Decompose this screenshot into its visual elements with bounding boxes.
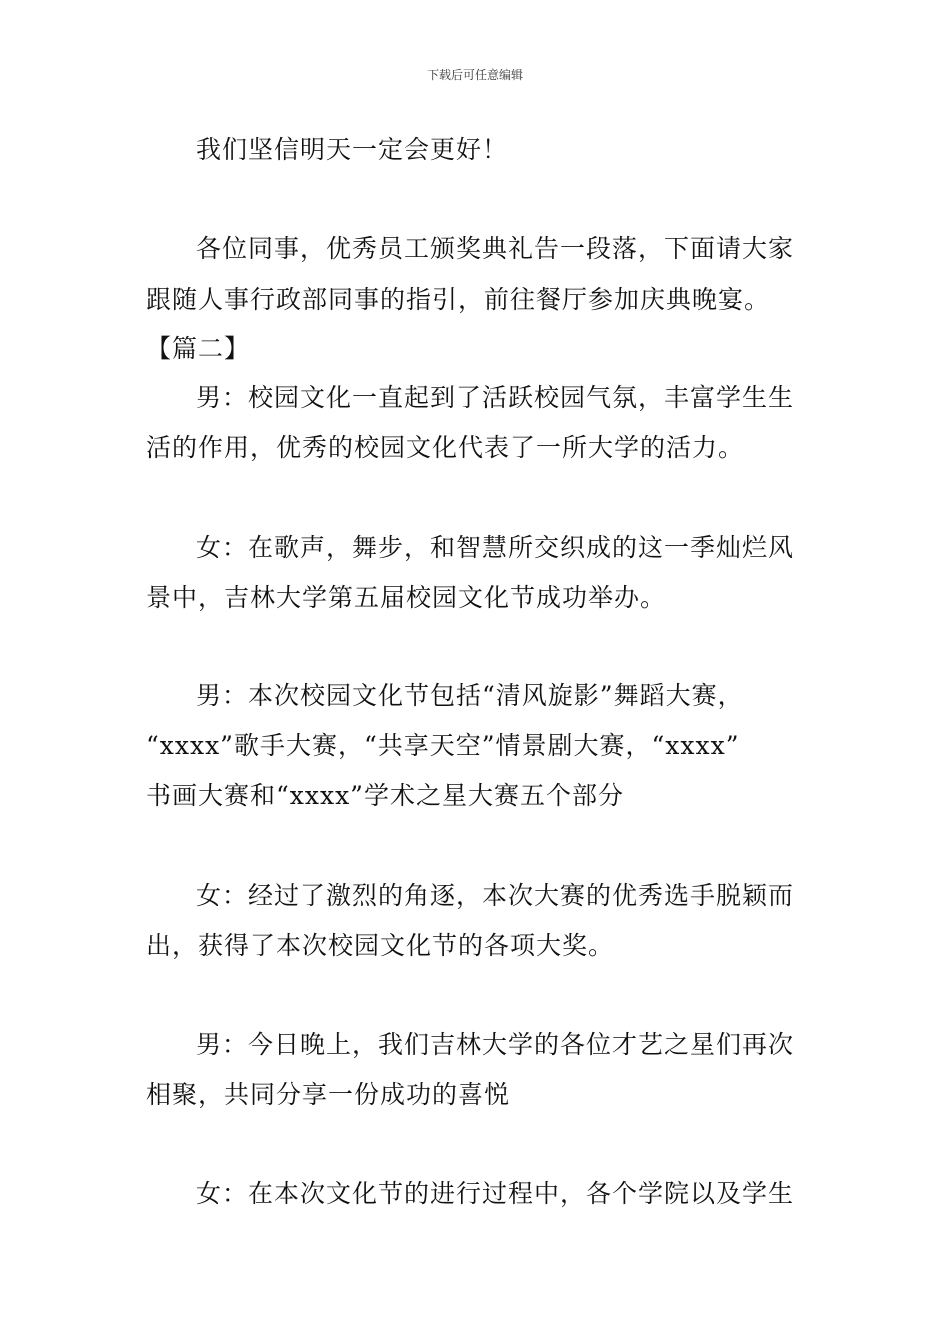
paragraph-line: 各位同事，优秀员工颁奖典礼告一段落，下面请大家	[196, 234, 795, 263]
paragraph-line: 男：校园文化一直起到了活跃校园气氛，丰富学生生	[196, 383, 795, 412]
paragraph-line: 相聚，共同分享一份成功的喜悦	[146, 1080, 511, 1109]
paragraph-line: 女：在本次文化节的进行过程中，各个学院以及学生	[196, 1179, 795, 1208]
paragraph-line: 女：在歌声，舞步，和智慧所交织成的这一季灿烂风	[196, 533, 795, 562]
paragraph-line: 我们坚信明天一定会更好！	[196, 135, 509, 164]
paragraph-line: “xxxx”歌手大赛，“共享天空”情景剧大赛，“xxxx”	[146, 731, 740, 760]
paragraph-line: 出，获得了本次校园文化节的各项大奖。	[146, 931, 615, 960]
paragraph-line: 男：今日晚上，我们吉林大学的各位才艺之星们再次	[196, 1030, 795, 1059]
header-note: 下载后可任意编辑	[426, 68, 523, 82]
section-heading: 【篇二】	[146, 334, 251, 363]
paragraph-line: 活的作用，优秀的校园文化代表了一所大学的活力。	[146, 433, 745, 462]
paragraph-line: 书画大赛和“xxxx”学术之星大赛五个部分	[146, 781, 624, 810]
paragraph-line: 女：经过了激烈的角逐，本次大赛的优秀选手脱颖而	[196, 881, 795, 910]
paragraph-line: 男：本次校园文化节包括“清风旋影”舞蹈大赛，	[196, 681, 744, 710]
paragraph-line: 景中，吉林大学第五届校园文化节成功举办。	[146, 583, 667, 612]
paragraph-line: 跟随人事行政部同事的指引，前往餐厅参加庆典晚宴。	[146, 285, 771, 314]
